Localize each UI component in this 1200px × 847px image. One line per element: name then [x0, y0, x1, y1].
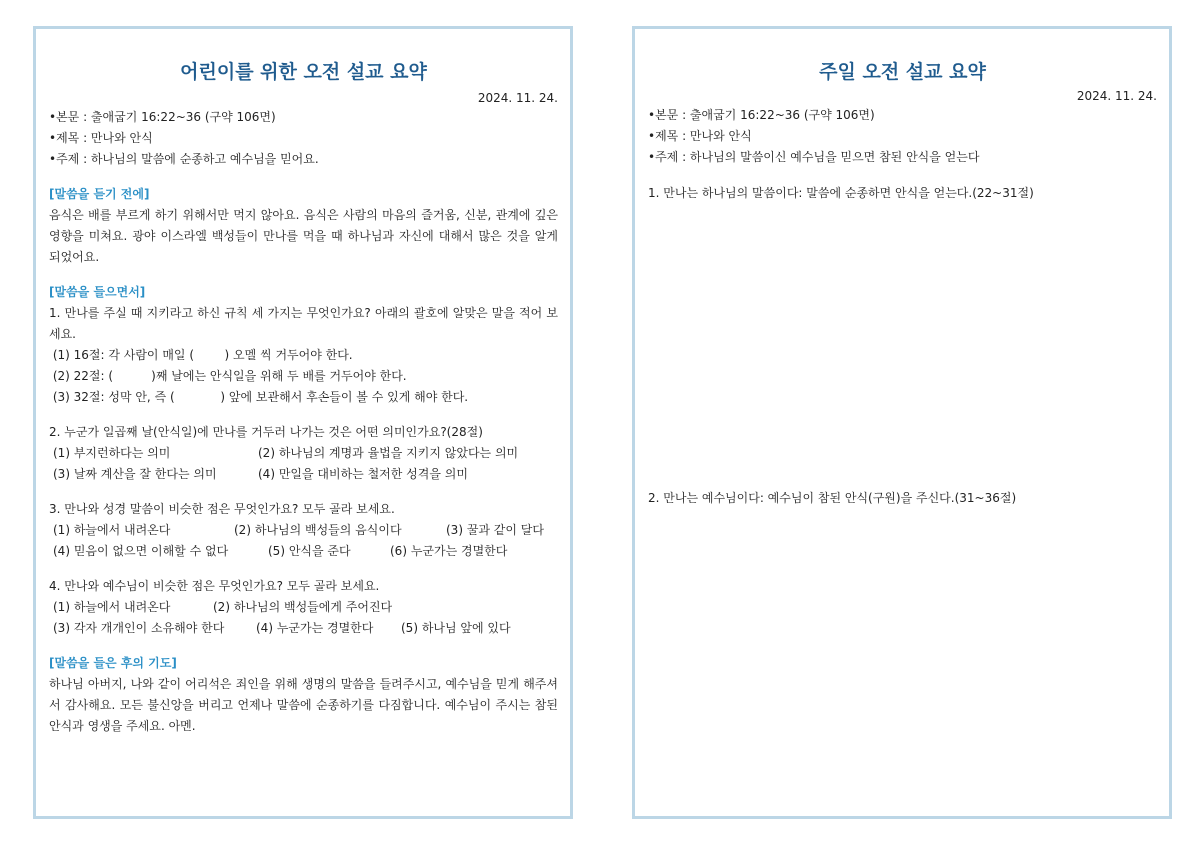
prayer-body: 하나님 아버지, 나와 같이 어리석은 죄인을 위해 생명의 말씀을 들려주시고, 예수님을 믿게 해주셔서 감사해요. 모든 불신앙을 버리고 언제나 말씀에 순종하기를 다짐합니다. 예수님이 주시는 참된 안식과 영생을 주세요. 아멘. [49, 677, 558, 733]
option: (1) 하늘에서 내려온다 [53, 523, 171, 537]
option: (5) 하나님 앞에 있다 [401, 621, 511, 635]
option: (3) 꿀과 같이 달다 [446, 523, 544, 537]
scripture-text: •본문 : 출애굽기 16:22~36 (구약 106면) [648, 108, 875, 122]
question-2: 2. 누군가 일곱째 날(안식일)에 만나를 거두러 나가는 것은 어떤 의미인가요?(28절) [49, 425, 483, 439]
option: (4) 누군가는 경멸한다 [256, 621, 374, 635]
option: (1) 부지런하다는 의미 [53, 446, 171, 460]
option: (2) 하나님의 백성들의 음식이다 [234, 523, 402, 537]
question-1-item: (1) 16절: 각 사람이 매일 ( ) 오멜 씩 거두어야 한다. [49, 348, 353, 362]
question-2-options-row [49, 464, 558, 485]
option: (6) 누군가는 경멸한다 [390, 544, 508, 558]
option: (3) 날짜 계산을 잘 한다는 의미 [53, 467, 217, 481]
question-4: 4. 만나와 예수님이 비슷한 점은 무엇인가요? 모두 골라 보세요. [49, 579, 380, 593]
option: (5) 안식을 준다 [268, 544, 351, 558]
sermon-theme: •주제 : 하나님의 말씀이신 예수님을 믿으면 참된 안식을 얻는다 [648, 150, 980, 164]
sermon-point-2: 2. 만나는 예수님이다: 예수님이 참된 안식(구원)을 주신다.(31~36절) [648, 491, 1017, 505]
after-heading: [말씀을 들은 후의 기도] [49, 656, 177, 670]
sermon-date: 2024. 11. 24. [477, 91, 558, 105]
sermon-date: 2024. 11. 24. [1076, 89, 1157, 103]
sermon-theme: •주제 : 하나님의 말씀에 순종하고 예수님을 믿어요. [49, 152, 319, 166]
during-heading: [말씀을 들으면서] [49, 285, 146, 299]
children-sermon-page [33, 26, 573, 819]
question-4-options-row [49, 597, 558, 618]
option: (1) 하늘에서 내려온다 [53, 600, 171, 614]
sermon-subject: •제목 : 만나와 안식 [49, 131, 153, 145]
before-body: 음식은 배를 부르게 하기 위해서만 먹지 않아요. 음식은 사람의 마음의 즐거움, 신분, 관계에 깊은 영향을 미쳐요. 광야 이스라엘 백성들이 만나를 먹을 때 하나님과 자신에 대해서 많은 것을 알게 되었어요. [49, 208, 558, 264]
sermon-summary-page [632, 26, 1172, 819]
option: (4) 믿음이 없으면 이해할 수 없다 [53, 544, 229, 558]
page-title: 어린이를 위한 오전 설교 요약 [180, 61, 427, 83]
question-1: 1. 만나를 주실 때 지키라고 하신 규칙 세 가지는 무엇인가요? 아래의 괄호에 알맞은 말을 적어 보세요. [49, 306, 558, 341]
question-3: 3. 만나와 성경 말씀이 비슷한 점은 무엇인가요? 모두 골라 보세요. [49, 502, 395, 516]
option: (4) 만일을 대비하는 철저한 성격을 의미 [258, 467, 468, 481]
scripture-text: •본문 : 출애굽기 16:22~36 (구약 106면) [49, 110, 276, 124]
option: (2) 하나님의 계명과 율법을 지키지 않았다는 의미 [258, 446, 519, 460]
before-heading: [말씀을 듣기 전에] [49, 187, 150, 201]
question-4-options-row [49, 618, 558, 639]
option: (2) 하나님의 백성들에게 주어진다 [213, 600, 393, 614]
question-3-options-row [49, 541, 558, 562]
page-title: 주일 오전 설교 요약 [819, 61, 986, 83]
question-1-item: (2) 22절: ( )째 날에는 안식일을 위해 두 배를 거두어야 한다. [49, 369, 407, 383]
sermon-subject: •제목 : 만나와 안식 [648, 129, 752, 143]
question-1-item: (3) 32절: 성막 안, 즉 ( ) 앞에 보관해서 후손들이 볼 수 있게 해야 한다. [49, 390, 469, 404]
question-3-options-row [49, 520, 558, 541]
sermon-point-1: 1. 만나는 하나님의 말씀이다: 말씀에 순종하면 안식을 얻는다.(22~31절) [648, 186, 1034, 200]
question-2-options-row [49, 443, 558, 464]
option: (3) 각자 개개인이 소유해야 한다 [53, 621, 225, 635]
